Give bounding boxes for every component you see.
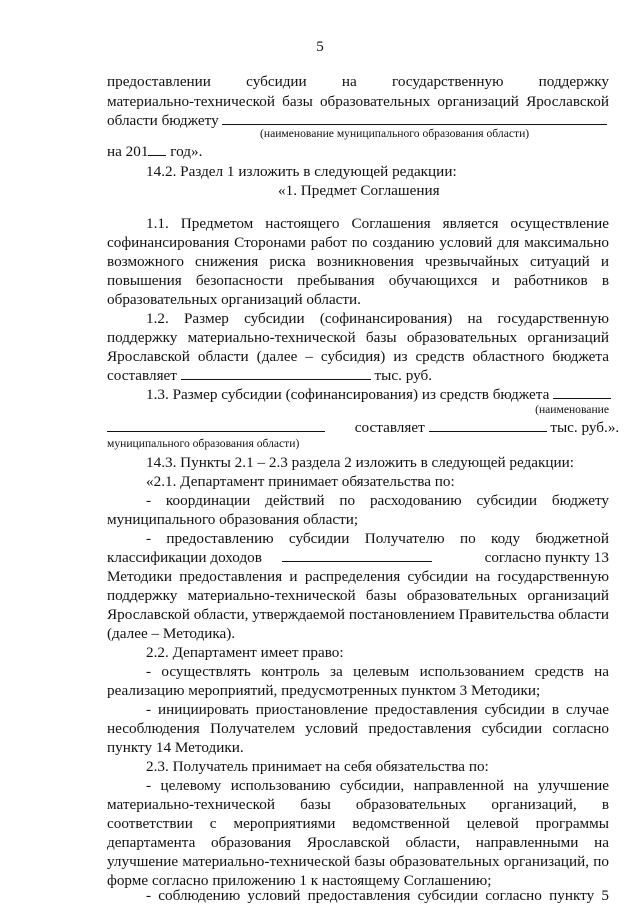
text-line: муниципального образования области; [107, 511, 359, 528]
blank-field [148, 142, 166, 156]
text-line: поддержку материально-технической базы образовательных организаций [107, 329, 609, 346]
section-heading: «1. Предмет Соглашения [278, 182, 440, 199]
text-fragment: классификации доходов [107, 549, 262, 566]
text-line: - координации действий по расходованию субсидии бюджету [146, 492, 609, 509]
text-line: департамента образования Ярославской области, направленными на [107, 834, 609, 851]
blank-field [107, 418, 325, 432]
text-line: материально-технической базы образовательных организаций, в [107, 796, 609, 813]
text-line: предоставлении субсидии на государственную поддержку [107, 73, 609, 90]
page-number: 5 [316, 39, 324, 55]
blank-field [429, 418, 547, 432]
field-note: (наименование муниципального образования области) [260, 127, 530, 140]
blank-field [553, 385, 611, 399]
text-line: Методики предоставления и распределения субсидии на государственную [107, 568, 609, 585]
text-line: 1.1. Предметом настоящего Соглашения является осуществление [146, 215, 609, 232]
text-line: - инициировать приостановление предоставления субсидии в случае [146, 701, 609, 718]
text-line: материально-технической базы образовательных организаций Ярославской [107, 93, 609, 110]
text-line: возможного снижения риска возникновения чрезвычайных ситуаций и [107, 253, 609, 270]
text-line: 14.2. Раздел 1 изложить в следующей редакции: [146, 163, 457, 180]
text-line: несоблюдения Получателем условий предоставления субсидии согласно [107, 720, 609, 737]
blank-field [181, 366, 371, 380]
text-line [146, 385, 609, 404]
text-line: образовательных организаций области. [107, 291, 361, 308]
text-line: соответствии с мероприятиями ведомственной целевой программы [107, 815, 609, 832]
text-line: 14.3. Пункты 2.1 – 2.3 раздела 2 изложить в следующей редакции: [146, 454, 575, 471]
text-fragment: тыс. руб.». [550, 419, 620, 436]
text-fragment: на 201 [107, 143, 149, 160]
text-line: 2.2. Департамент имеет право: [146, 644, 344, 661]
text-line [107, 418, 620, 437]
text-line: пункту 14 Методики. [107, 739, 244, 756]
text-line [107, 548, 609, 567]
text-fragment: области бюджету [107, 112, 219, 129]
text-line: - предоставлению субсидии Получателю по коду бюджетной [146, 530, 609, 547]
field-note: (наименование [535, 403, 609, 416]
text-line: 1.2. Размер субсидии (софинансирования) на государственную [146, 310, 609, 327]
text-line: «2.1. Департамент принимает обязательства по: [146, 473, 455, 490]
text-fragment: год». [166, 143, 203, 160]
text-line: - целевому использованию субсидии, направленной на улучшение [146, 777, 609, 794]
text-fragment: согласно пункту 13 [484, 549, 609, 566]
text-fragment: составляет [354, 419, 425, 436]
text-line: улучшение материально-технической базы образовательных организаций, по [107, 853, 609, 870]
text-line: реализацию мероприятий, предусмотренных пунктом 3 Методики; [107, 682, 541, 699]
text-fragment: 1.3. Размер субсидии (софинансирования) из средств бюджета [146, 386, 550, 403]
text-line: - соблюдению условий предоставления субсидии согласно пункту 5 [146, 887, 609, 904]
text-line: Ярославской области (далее – субсидия) из средств областного бюджета [107, 348, 609, 365]
text-line: повышения безопасности пребывания обучающихся и работников в [107, 272, 609, 289]
text-line: форме согласно приложению 1 к настоящему Соглашению; [107, 872, 492, 889]
text-line: Ярославской области, утверждаемой постановлением Правительства области [107, 606, 609, 623]
blank-field [222, 111, 607, 125]
text-line: поддержку материально-технической базы образовательных организаций [107, 587, 609, 604]
blank-field [282, 548, 432, 562]
text-fragment: составляет [107, 367, 177, 384]
text-line: софинансирования Сторонами работ по созданию условий для максимально [107, 234, 609, 251]
text-fragment: тыс. руб. [374, 367, 433, 384]
text-line [107, 142, 609, 161]
text-line: - осуществлять контроль за целевым использованием средств на [146, 663, 609, 680]
text-line: (далее – Методика). [107, 625, 236, 642]
text-line [107, 366, 609, 385]
text-line: 2.3. Получатель принимает на себя обязательства по: [146, 758, 489, 775]
field-note: муниципального образования области) [107, 437, 300, 450]
